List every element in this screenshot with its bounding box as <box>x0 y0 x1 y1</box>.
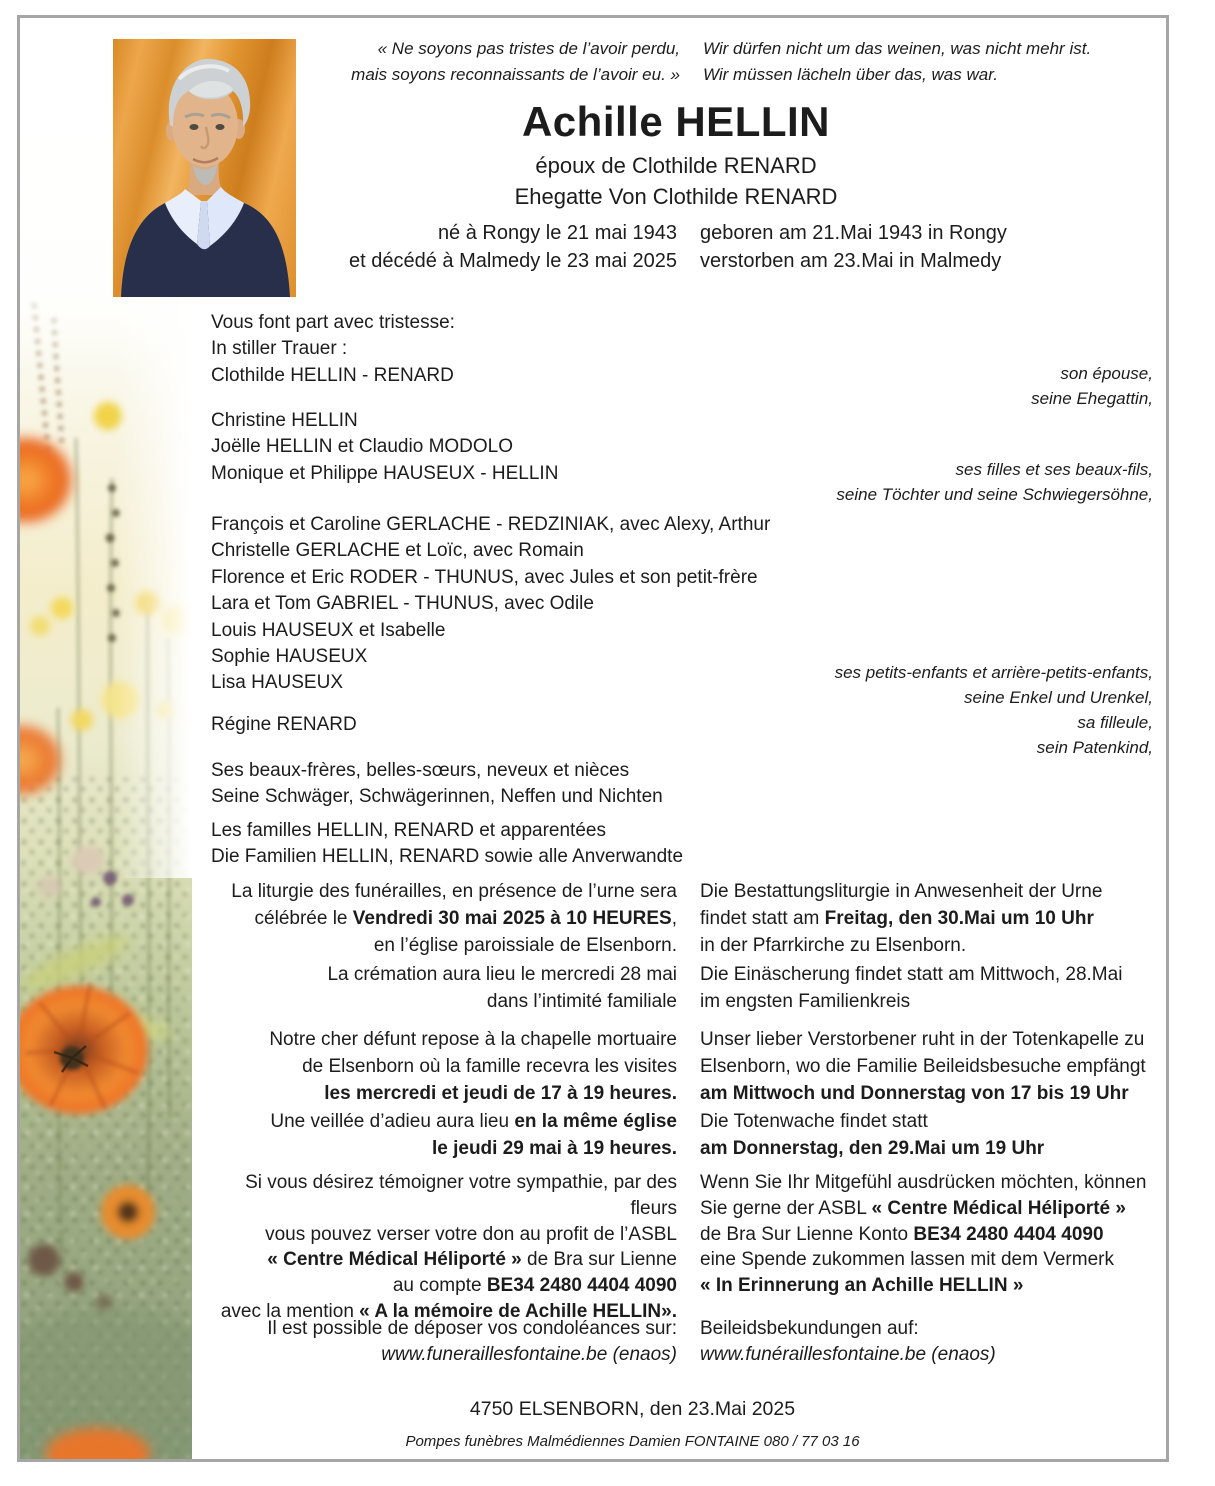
families-lines: Les familles HELLIN, RENARD et apparentées Die Familien HELLIN, RENARD sowie alle Anverwandte <box>211 820 684 868</box>
daughters-relation: ses filles et ses beaux-fils, seine Töchter und seine Schwiegersöhne, <box>836 460 1153 504</box>
spouse-line-french: époux de Clothilde RENARD <box>535 153 817 178</box>
birth-death-french: né à Rongy le 21 mai 1943 et décédé à Malmedy le 23 mai 2025 <box>349 222 677 272</box>
goddaughter-relation: sa filleule, sein Patenkind, <box>1036 713 1153 757</box>
ceremony-info-german: Die Bestattungsliturgie in Anwesenheit der Urne findet statt am Freitag, den 30.Mai um 10 Uhr in der Pfarrkirche zu Elsenborn. Die Einäscherung findet statt am Mittwoch, 28.Mai im engsten Familienkreis Unser lieber Verstorbener ruht in der Totenkapelle zu Elsenborn, wo die Familie Beileidsbesuche empfängt am Mittwoch und Donnerstag von 17 bis 19 Uhr Die Totenwache findet statt am Donnerstag, den 29.Mai um 19 Uhr <box>700 881 1146 1159</box>
announcement-intro: Vous font part avec tristesse: In stiller Trauer : <box>211 312 455 360</box>
quote-french: « Ne soyons pas tristes de l’avoir perdu, mais soyons reconnaissants de l’avoir eu. » <box>351 39 680 84</box>
condolence-info-french: Il est possible de déposer vos condoléances sur: www.funeraillesfontaine.be (enaos) <box>267 1318 677 1365</box>
condolence-info-german: Beileidsbekundungen auf: www.funéraillesfontaine.be (enaos) <box>700 1318 996 1365</box>
birth-death-german: geboren am 21.Mai 1943 in Rongy verstorben am 23.Mai in Malmedy <box>700 222 1007 272</box>
inlaws-lines: Ses beaux-frères, belles-sœurs, neveux et nièces Seine Schwäger, Schwägerinnen, Neffen und Nichten <box>211 760 663 808</box>
deceased-name: Achille HELLIN <box>521 98 831 145</box>
donation-info-french: Si vous désirez témoigner votre sympathie, par des fleurs vous pouvez verser votre don au profit de l’ASBL « Centre Médical Héliporté » de Bra sur Lienne au compte BE34 2480 4404 4090 avec la mention « A la mémoire de Achille HELLIN». <box>220 1172 677 1322</box>
donation-info-german: Wenn Sie Ihr Mitgefühl ausdrücken möchten, können Sie gerne der ASBL « Centre Médical Héliporté » de Bra Sur Lienne Konto BE34 2480 4404 4090 eine Spende zukommen lassen mit dem Vermerk « In Erinnerung an Achille HELLIN » <box>700 1172 1147 1297</box>
footer-location-date: 4750 ELSENBORN, den 23.Mai 2025 <box>469 1398 796 1420</box>
daughters-list: Christine HELLIN Joëlle HELLIN et Claudio MODOLO Monique et Philippe HAUSEUX - HELLIN <box>211 410 559 484</box>
goddaughter-name: Régine RENARD <box>211 714 357 735</box>
widow-name: Clothilde HELLIN - RENARD <box>211 365 454 386</box>
grandchildren-relation: ses petits-enfants et arrière-petits-enfants, seine Enkel und Urenkel, <box>834 663 1153 707</box>
spouse-line-german: Ehegatte Von Clothilde RENARD <box>514 184 838 209</box>
quote-german: Wir dürfen nicht um das weinen, was nicht mehr ist. Wir müssen lächeln über das, was war. <box>703 39 1092 84</box>
ceremony-info-french: La liturgie des funérailles, en présence de l’urne sera célébrée le Vendredi 30 mai 2025 à 10 HEURES, en l’église paroissiale de Elsenborn. La crémation aura lieu le mercredi 28 mai dans l’intimité familiale Notre cher défunt repose à la chapelle mortuaire de Elsenborn où la famille recevra les visites les mercredi et jeudi de 17 à 19 heures. Une veillée d’adieu aura lieu en la même église le jeudi 29 mai à 19 heures. <box>231 881 677 1159</box>
footer-funeral-home: Pompes funèbres Malmédiennes Damien FONTAINE 080 / 77 03 16 <box>405 1433 860 1450</box>
grandchildren-list: François et Caroline GERLACHE - REDZINIAK, avec Alexy, Arthur Christelle GERLACHE et Loïc, avec Romain Florence et Eric RODER - THUNUS, avec Jules et son petit-frère Lara et Tom GABRIEL - THUNUS, avec Odile Louis HAUSEUX et Isabelle Sophie HAUSEUX Lisa HAUSEUX <box>211 514 771 694</box>
widow-relation: son épouse, seine Ehegattin, <box>1031 364 1153 408</box>
